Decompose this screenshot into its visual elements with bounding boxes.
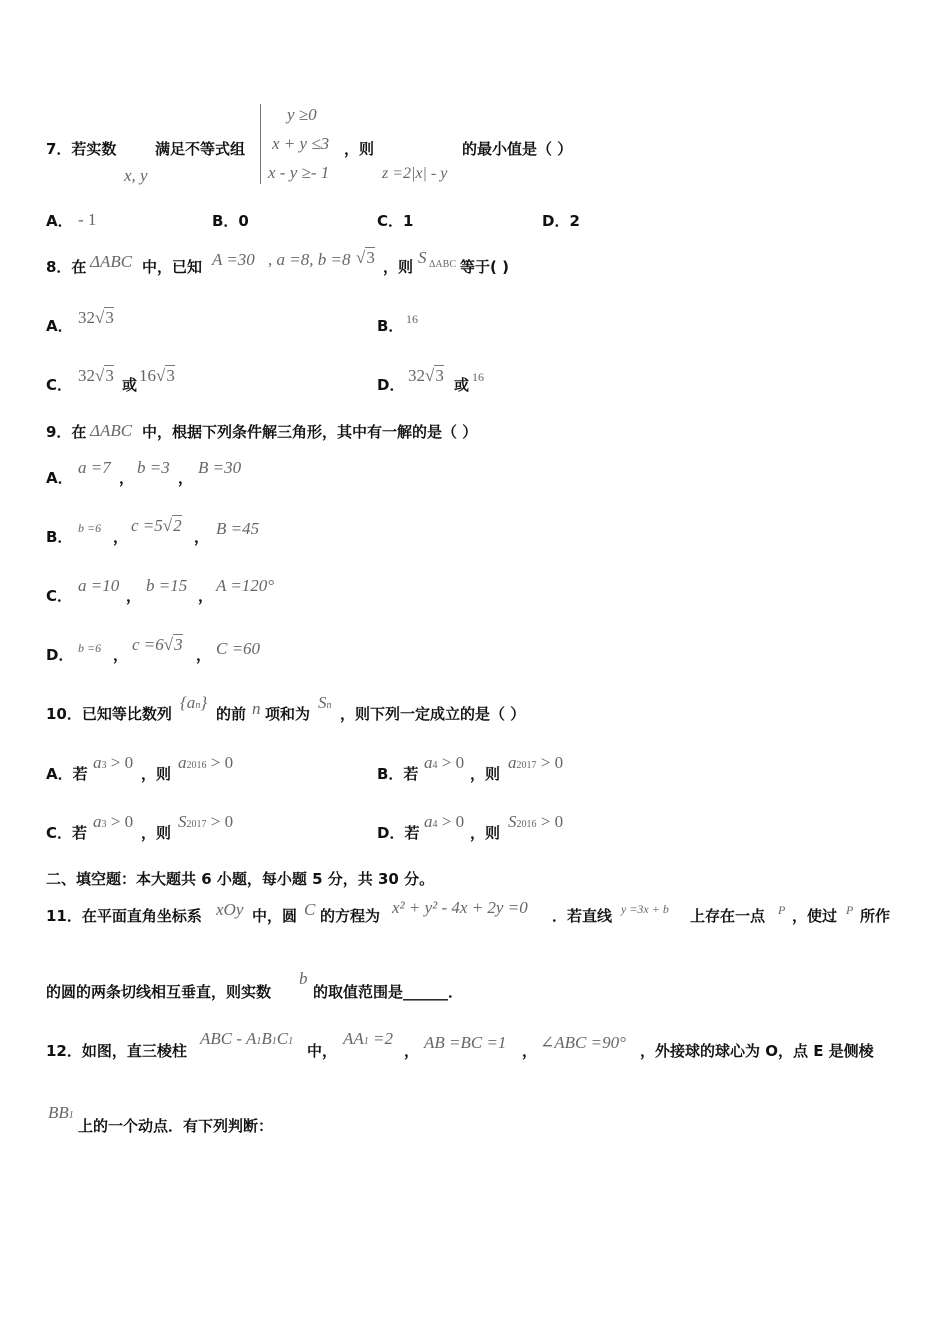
q10-option-d-result [508, 813, 563, 830]
q7-text-1: 满足不等式组 [155, 140, 246, 158]
q10-option-c-gt: > 0 [106, 812, 134, 831]
q10-option-d-var2: S [508, 812, 517, 831]
q11-b: b [299, 969, 308, 988]
q12-aa: AA [343, 1029, 364, 1048]
q7-constraint-3: x - y ≥- 1 [268, 163, 330, 182]
q8-triangle: ΔABC [90, 252, 133, 271]
q10-option-c-sub2: 2017 [186, 819, 207, 830]
q10-option-b-sub: 4 [432, 760, 438, 771]
q8-option-c-coeff: 32 [78, 366, 95, 385]
q9-option-d-radicand: 3 [174, 635, 183, 654]
q10-option-a-gt: > 0 [106, 753, 134, 772]
q11-point-p-2: P [846, 903, 854, 917]
q9-option-c-label: C． [46, 587, 73, 605]
q12-bb-sub: 1 [68, 1110, 74, 1121]
q8-option-d-value-1: 32√3 [408, 366, 444, 385]
q8-option-d-coeff: 32 [408, 366, 425, 385]
q10-option-a-result [178, 754, 233, 771]
q8-option-a-label: A． [46, 317, 73, 335]
q8-option-b-label: B． [377, 317, 404, 335]
q8-option-d-radicand: 3 [435, 366, 444, 385]
q12-bb: BB [48, 1103, 69, 1122]
q9-option-c-p1: a =10 [78, 576, 120, 595]
q10-option-d-gt2: > 0 [536, 812, 564, 831]
q10-option-c-cond [93, 813, 133, 830]
q7-option-a-label: A． [46, 212, 73, 230]
q10-option-a-var2: a [178, 753, 187, 772]
section-2-heading: 二、填空题：本大题共 6 小题，每小题 5 分，共 30 分。 [46, 870, 435, 888]
q9-option-a-p2: b =3 [137, 458, 170, 477]
q10-sequence [180, 694, 207, 711]
q8-option-c-radicand: 3 [105, 366, 114, 385]
q12-text-3: 上的一个动点．有下列判断： [78, 1117, 274, 1135]
q11-text-3: ．若直线 [552, 907, 613, 925]
q10-option-c-label: C．若 [46, 824, 88, 842]
q12-prism-c: C [276, 1029, 289, 1048]
q9-option-c-sep-2: ， [198, 587, 214, 605]
q12-ab-bc: AB =BC =1 [424, 1033, 507, 1052]
q12-prism-sub-2: 1 [271, 1036, 277, 1047]
q8-option-c-value-1: 32√3 [78, 366, 114, 385]
q11-circle-c: C [304, 900, 316, 919]
q7-option-a-value: - 1 [78, 210, 97, 229]
q7-option-c: C．1 [377, 212, 414, 230]
q12-aa1 [343, 1030, 393, 1047]
q9-option-b-p2: c =5√2 [131, 516, 182, 535]
q12-prism-a: ABC - A [200, 1029, 257, 1048]
q9-option-b-radicand: 2 [173, 516, 182, 535]
q8-text-2: ，则 [383, 258, 414, 276]
q10-sum-s: S [318, 693, 327, 712]
q10-option-c-sub: 3 [101, 819, 107, 830]
q9-option-a-sep-1: ， [119, 469, 135, 487]
q8-stem: 8．在 [46, 258, 87, 276]
q10-stem: 10．已知等比数列 [46, 705, 172, 723]
q12-stem: 12．如图，直三棱柱 [46, 1042, 187, 1060]
q8-condition-sqrt: √3 [356, 248, 375, 267]
q9-option-d-label: D． [46, 646, 74, 664]
q9-option-b-p3: B =45 [216, 519, 260, 538]
q11-text-1: 中，圆 [252, 907, 298, 925]
q10-option-b-then: ，则 [470, 765, 501, 783]
q10-n: n [252, 699, 261, 718]
q8-option-c-value-2: 16√3 [139, 366, 175, 385]
q8-option-c-radicand-2: 3 [166, 366, 175, 385]
q12-bb1 [48, 1104, 74, 1121]
q7-stem: 7．若实数 [46, 140, 117, 158]
q12-aa-val: =2 [368, 1029, 394, 1048]
q9-option-b-sep-2: ， [194, 528, 210, 546]
q12-prism-sub-1: 1 [256, 1036, 262, 1047]
q11-line-2b: 的取值范围是______． [313, 983, 464, 1001]
q9-option-d-sep-2: ， [196, 646, 212, 664]
q7-constraint-1: y ≥0 [287, 105, 317, 124]
q10-option-d-sub2: 2016 [516, 819, 537, 830]
q10-option-d-sub: 4 [432, 819, 438, 830]
q8-text-1: 中，已知 [142, 258, 203, 276]
q9-option-a-label: A． [46, 469, 73, 487]
q10-option-d-gt: > 0 [437, 812, 465, 831]
q9-option-b-p2a: c =5 [131, 516, 163, 535]
q8-option-d-value-2: 16 [472, 370, 484, 384]
q10-seq-sub: n [195, 700, 201, 711]
q9-option-d-p1: b =6 [78, 641, 102, 655]
q11-text-4: 上存在一点 [690, 907, 766, 925]
q10-option-c-then: ，则 [141, 824, 172, 842]
q9-option-b-sep-1: ， [113, 528, 129, 546]
q8-condition-angle: A =30 [212, 250, 255, 269]
q11-xoy: xOy [216, 900, 244, 919]
q8-option-c-coeff-2: 16 [139, 366, 156, 385]
q12-aa-sub: 1 [363, 1036, 369, 1047]
q10-option-a-then: ，则 [141, 765, 172, 783]
q12-text-2: ，外接球的球心为 O，点 E 是侧棱 [640, 1042, 874, 1060]
q9-triangle: ΔABC [90, 421, 133, 440]
q10-option-c-var2: S [178, 812, 187, 831]
q8-area-symbol: S [418, 248, 427, 267]
q9-option-a-sep-2: ， [178, 469, 194, 487]
q10-option-b-cond [424, 754, 464, 771]
q9-option-b-label: B． [46, 528, 73, 546]
q10-option-a-label: A．若 [46, 765, 88, 783]
q8-option-d-label: D． [377, 376, 405, 394]
q12-text-1: 中， [307, 1042, 338, 1060]
q7-option-b: B．0 [212, 212, 249, 230]
q8-option-a-value: 32√3 [78, 308, 114, 327]
q8-radicand: 3 [366, 248, 375, 267]
q12-sep-2: ， [522, 1042, 538, 1060]
q12-prism [200, 1030, 293, 1047]
q10-option-b-result [508, 754, 563, 771]
q10-option-b-gt2: > 0 [536, 753, 564, 772]
q7-system-brace [260, 104, 261, 184]
q10-option-b-label: B．若 [377, 765, 419, 783]
q8-option-a-coeff: 32 [78, 308, 95, 327]
q12-prism-b: B [261, 1029, 272, 1048]
q10-option-c-gt2: > 0 [206, 812, 234, 831]
q10-option-b-sub2: 2017 [516, 760, 537, 771]
q11-text-6: 所作 [860, 907, 891, 925]
q9-option-d-sep-1: ， [113, 646, 129, 664]
q10-option-c-result [178, 813, 233, 830]
q9-option-c-p2: b =15 [146, 576, 188, 595]
q9-option-d-p3: C =60 [216, 639, 261, 658]
q10-option-b-var: a [424, 753, 433, 772]
q10-option-a-sub: 3 [101, 760, 107, 771]
q10-option-d-then: ，则 [470, 824, 501, 842]
q10-option-b-gt: > 0 [437, 753, 465, 772]
q7-variables: x, y [124, 166, 148, 185]
q9-option-a-p1: a =7 [78, 458, 111, 477]
q8-text-3: 等于( ) [460, 258, 509, 276]
q12-angle: ∠ABC =90° [540, 1033, 626, 1052]
q11-text-2: 的方程为 [320, 907, 381, 925]
q11-stem: 11．在平面直角坐标系 [46, 907, 202, 925]
q9-option-d-p2: c =6√3 [132, 635, 183, 654]
q8-area-subscript: ΔABC [429, 259, 456, 270]
q10-seq-open: {a [180, 693, 196, 712]
q7-option-d: D．2 [542, 212, 580, 230]
q11-text-5: ，使过 [792, 907, 838, 925]
q8-option-d-or: 或 [454, 376, 470, 394]
q11-point-p: P [778, 903, 786, 917]
q9-option-b-p1: b =6 [78, 521, 102, 535]
q12-prism-sub-3: 1 [288, 1036, 294, 1047]
q10-text-1: 的前 [216, 705, 247, 723]
q8-option-a-radicand: 3 [105, 308, 114, 327]
q9-option-c-p3: A =120° [216, 576, 275, 595]
q10-option-a-cond [93, 754, 133, 771]
q10-option-d-var: a [424, 812, 433, 831]
q12-sep-1: ， [404, 1042, 420, 1060]
q8-option-b-value: 16 [406, 312, 418, 326]
q7-text-3: 的最小值是（ ） [462, 140, 573, 158]
q10-option-a-gt2: > 0 [206, 753, 234, 772]
q10-text-3: ，则下列一定成立的是（ ） [340, 705, 526, 723]
q10-sum [318, 694, 332, 711]
q10-option-d-cond [424, 813, 464, 830]
q7-expression: z =2|x| - y [382, 165, 448, 182]
q10-option-a-var: a [93, 753, 102, 772]
q9-stem: 9．在 [46, 423, 87, 441]
q7-constraint-2: x + y ≤3 [272, 134, 330, 153]
q8-option-c-or: 或 [122, 376, 138, 394]
q10-option-b-var2: a [508, 753, 517, 772]
q7-text-2: ，则 [344, 140, 375, 158]
q9-text-1: 中，根据下列条件解三角形，其中有一解的是（ ） [142, 423, 478, 441]
q10-seq-close: } [200, 693, 208, 712]
q9-option-a-p3: B =30 [198, 458, 242, 477]
q9-option-c-sep-1: ， [126, 587, 142, 605]
q11-line-2a: 的圆的两条切线相互垂直，则实数 [46, 983, 272, 1001]
q11-equation: x² + y² - 4x + 2y =0 [392, 898, 528, 917]
q10-option-a-sub2: 2016 [186, 760, 207, 771]
q10-option-d-label: D．若 [377, 824, 420, 842]
q8-option-c-label: C． [46, 376, 73, 394]
q9-option-d-p2a: c =6 [132, 635, 164, 654]
q8-condition-sides: , a =8, b =8 [268, 250, 351, 269]
q10-sum-sub: n [326, 700, 332, 711]
q10-option-c-var: a [93, 812, 102, 831]
q10-text-2: 项和为 [265, 705, 311, 723]
q11-line: y =3x + b [621, 902, 669, 916]
